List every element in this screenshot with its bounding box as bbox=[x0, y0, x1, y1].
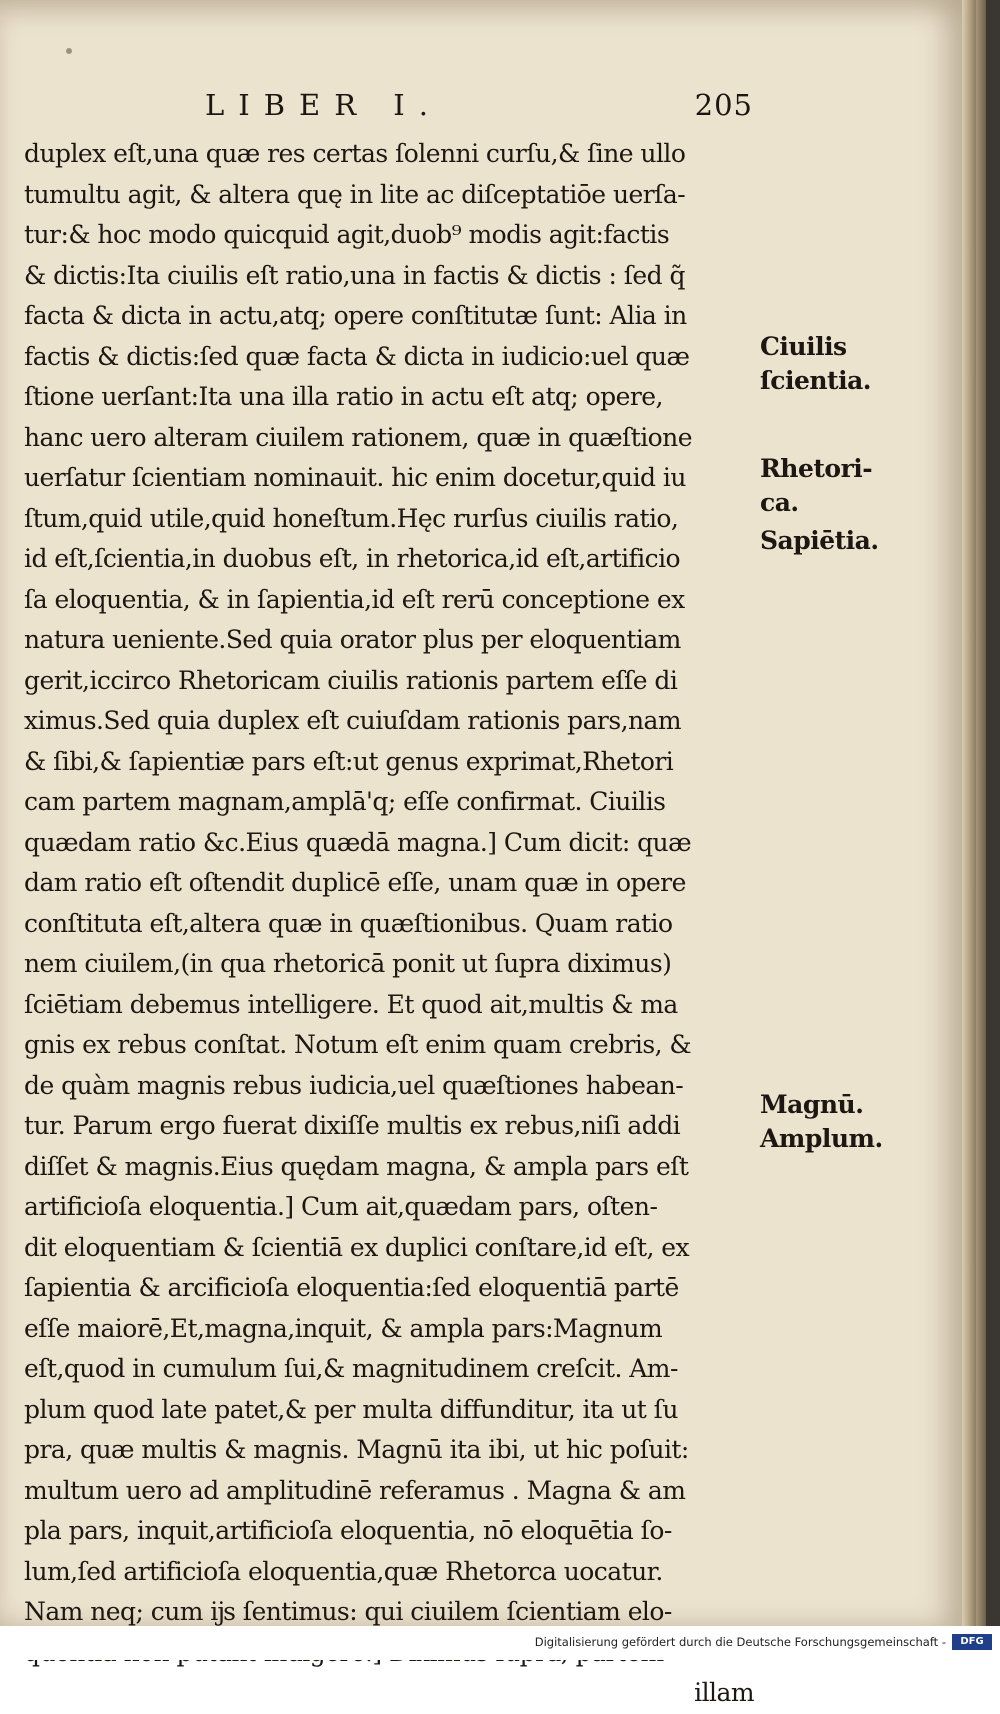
text-line: duplex eſt,una quæ res certas ſolenni curſu,& ſine ullo bbox=[24, 139, 686, 168]
text-line: id eſt,ſcientia,in duobus eſt, in rhetorica,id eſt,artificio bbox=[24, 544, 681, 573]
text-line: & dictis:Ita ciuilis eſt ratio,una in factis & dictis : ſed q̃ bbox=[24, 260, 685, 290]
margin-note-rhetorica-line2: ca. bbox=[760, 488, 799, 517]
text-line: gnis ex rebus conſtat. Notum eſt enim quam crebris, & bbox=[24, 1030, 692, 1059]
text-line: dam ratio eſt oſtendit duplicē eſſe, unam quæ in opere bbox=[24, 868, 686, 897]
text-line: tur:& hoc modo quicquid agit,duob⁹ modis agit:factis bbox=[24, 220, 670, 249]
text-line: diſſet & magnis.Eius quędam magna, & ampla pars eſt bbox=[24, 1151, 689, 1181]
text-line: facta & dicta in actu,atq; opere conſtitutæ ſunt: Alia in bbox=[24, 301, 687, 330]
digitization-footer bbox=[0, 1626, 1000, 1660]
text-line: ſtione uerſant:Ita una illa ratio in actu eſt atq; opere, bbox=[24, 382, 663, 411]
text-line: tumultu agit, & altera quę in lite ac diſceptatiōe uerſa- bbox=[24, 179, 686, 209]
text-line: & ſibi,& ſapientiæ pars eſt:ut genus exprimat,Rhetori bbox=[24, 746, 674, 776]
margin-note-sapientia: Sapiētia. bbox=[760, 526, 879, 555]
text-line: pla pars, inquit,artificioſa eloquentia, nō eloquētia ſo- bbox=[24, 1516, 672, 1545]
margin-note-ciuilis: Ciuilis bbox=[760, 332, 847, 361]
margin-note-amplum: Amplum. bbox=[760, 1124, 883, 1153]
text-line: de quàm magnis rebus iudicia,uel quæſtiones habean- bbox=[24, 1070, 684, 1100]
text-line: dit eloquentiam & ſcientiā ex duplici conſtare,id eſt, ex bbox=[24, 1232, 690, 1262]
catchword: illam bbox=[694, 1678, 754, 1707]
text-line: multum uero ad amplitudinē referamus . Magna & am bbox=[24, 1475, 686, 1505]
text-line: tur. Parum ergo fuerat dixiſſe multis ex rebus,niſi addi bbox=[24, 1111, 681, 1140]
text-line: Nam neq; cum ĳs ſentimus: qui ciuilem ſcientiam elo- bbox=[24, 1597, 672, 1626]
text-line: ximus.Sed quia duplex eſt cuiuſdam rationis pars,nam bbox=[24, 706, 682, 735]
text-line: eſt,quod in cumulum ſui,& magnitudinem creſcit. Am- bbox=[24, 1354, 678, 1383]
text-line: uerſatur ſcientiam nominauit. hic enim docetur,quid iu bbox=[24, 463, 686, 492]
text-line: nem ciuilem,(in qua rhetoricā ponit ut ſupra diximus) bbox=[24, 949, 672, 978]
body-text bbox=[24, 134, 754, 1714]
text-line: lum,ſed artificioſa eloquentia,quæ Rhetorca uocatur. bbox=[24, 1556, 663, 1586]
book-cover-edge bbox=[986, 0, 1000, 1626]
margin-note-rhetorica-line1: Rhetori- bbox=[760, 454, 873, 483]
running-title: LIBER I. bbox=[205, 88, 442, 122]
text-line: plum quod late patet,& per multa diffunditur, ita ut ſu bbox=[24, 1394, 678, 1424]
text-line: cam partem magnam,amplā'q; eſſe confirmat. Ciuilis bbox=[24, 787, 666, 816]
funding-credit: Digitalisierung gefördert durch die Deutsche Forschungsgemeinschaft - bbox=[534, 1635, 946, 1649]
margin-note-magnum: Magnū. bbox=[760, 1090, 864, 1119]
text-line: ſtum,quid utile,quid honeſtum.Hęc rurſus ciuilis ratio, bbox=[24, 503, 679, 533]
page-number: 205 bbox=[694, 88, 753, 122]
text-line: quædam ratio &c.Eius quædā magna.] Cum dicit: quæ bbox=[24, 827, 692, 857]
text-line: artificioſa eloquentia.] Cum ait,quædam pars, oſten- bbox=[24, 1192, 658, 1221]
page-edge-shadow bbox=[976, 0, 986, 1626]
text-line: factis & dictis:ſed quæ facta & dicta in iudicio:uel quæ bbox=[24, 341, 690, 371]
text-line: natura ueniente.Sed quia orator plus per eloquentiam bbox=[24, 625, 681, 654]
text-line: gerit,iccirco Rhetoricam ciuilis rationis partem eſſe di bbox=[24, 665, 678, 695]
page-header bbox=[205, 86, 753, 132]
text-line: ſciētiam debemus intelligere. Et quod ait,multis & ma bbox=[24, 989, 678, 1019]
text-line: conſtituta eſt,altera quæ in quæſtionibus. Quam ratio bbox=[24, 908, 673, 938]
page-edge bbox=[962, 0, 976, 1626]
text-line: pra, quæ multis & magnis. Magnū ita ibi, ut hic poſuit: bbox=[24, 1435, 689, 1464]
text-line: ſapientia & arcificioſa eloquentia:ſed eloquentiā partē bbox=[24, 1273, 679, 1302]
dfg-logo: DFG bbox=[952, 1634, 992, 1650]
ink-speck bbox=[66, 48, 72, 54]
text-line: hanc uero alteram ciuilem rationem, quæ in quæſtione bbox=[24, 422, 692, 452]
text-line: ſa eloquentia, & in ſapientia,id eſt rerū conceptione ex bbox=[24, 584, 685, 614]
text-line: eſſe maiorē,Et,magna,inquit, & ampla pars:Magnum bbox=[24, 1313, 663, 1343]
margin-note-scientia: ſcientia. bbox=[760, 366, 872, 395]
